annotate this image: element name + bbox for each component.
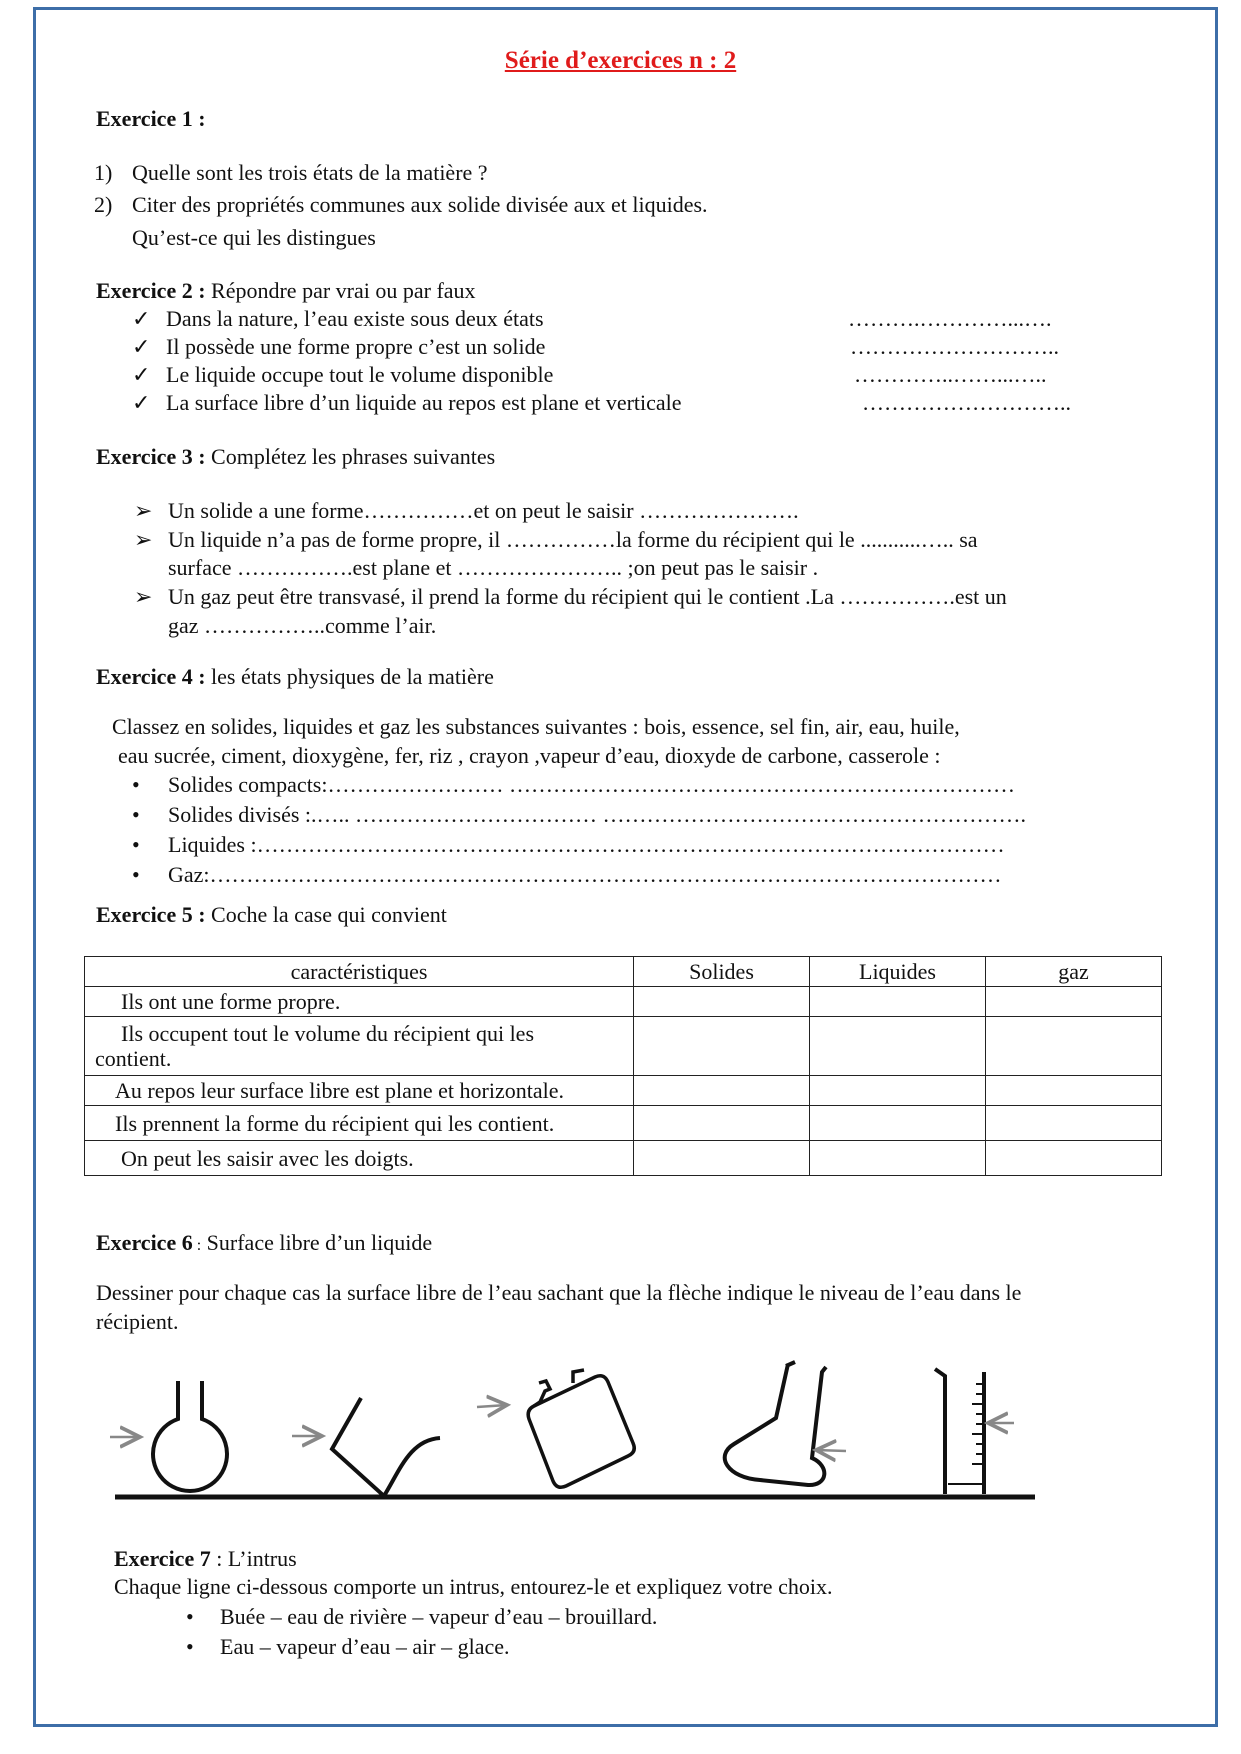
ex4-gaz: Gaz:……………………………………………………………………………………………… [168, 862, 1002, 887]
arrow-bullet-icon: ➢ [134, 584, 153, 609]
bullet-icon: • [186, 1604, 194, 1629]
ex3-line-2b: surface …………….est plane et ………………….. ;on peut pas le saisir . [168, 555, 819, 580]
page-title: Série d’exercices n : 2 [504, 47, 737, 74]
ex2-instruction: Répondre par vrai ou par faux [211, 278, 476, 303]
bullet-icon: • [132, 772, 140, 797]
table-header: gaz [986, 957, 1162, 987]
ex7-line-1: Buée – eau de rivière – vapeur d’eau – brouillard. [220, 1604, 658, 1629]
ex7-line-2: Eau – vapeur d’eau – air – glace. [220, 1634, 510, 1659]
ex2-item-2: Il possède une forme propre c’est un solide [166, 334, 546, 359]
round-flask [153, 1381, 227, 1491]
ex6-separator: : [192, 1237, 202, 1254]
row-text-line-2: contient. [95, 1046, 172, 1071]
ex1-q2b: Qu’est-ce qui les distingues [132, 225, 376, 250]
ex1-q2-number: 2) [94, 192, 113, 217]
ex4-liquides: Liquides :………………………………………………………………………………………… [168, 832, 1005, 857]
ex1-q1: Quelle sont les trois états de la matière ? [132, 160, 488, 185]
ex2-blank-1: ……….…………...…. [848, 306, 1052, 331]
table-cell-label: On peut les saisir avec les doigts. [85, 1141, 634, 1176]
ex1-q1-number: 1) [94, 160, 113, 185]
checkmark-icon: ✓ [132, 362, 151, 387]
ex7-heading: Exercice 7 [114, 1546, 211, 1571]
conical-flask [725, 1362, 826, 1485]
ex2-blank-4: ……………………….. [862, 390, 1071, 415]
table-header: Liquides [810, 957, 986, 987]
arrow-bullet-icon: ➢ [134, 498, 153, 523]
checkmark-icon: ✓ [132, 390, 151, 415]
ex3-line-1: Un solide a une forme……………et on peut le saisir …………………. [168, 498, 799, 523]
table-cell-label: Au repos leur surface libre est plane et horizontale. [85, 1076, 634, 1106]
ex4-paragraph-1: Classez en solides, liquides et gaz les substances suivantes : bois, essence, sel fin, air, eau, huile, [112, 714, 960, 739]
bullet-icon: • [132, 862, 140, 887]
table-cell-label: Ils prennent la forme du récipient qui les contient. [85, 1106, 634, 1141]
checkmark-icon: ✓ [132, 306, 151, 331]
arrow-bullet-icon: ➢ [134, 527, 153, 552]
ex2-blank-2: ……………………….. [850, 334, 1059, 359]
ex3-line-3a: Un gaz peut être transvasé, il prend la forme du récipient qui le contient .La …………….est un [168, 584, 1007, 609]
ex3-line-2a: Un liquide n’a pas de forme propre, il ……………la forme du récipient qui le ...........….. sa [168, 527, 978, 552]
level-arrow-icon [477, 1405, 507, 1407]
ex6-paragraph-2: récipient. [96, 1309, 179, 1334]
ex1-q2: Citer des propriétés communes aux solide divisée aux et liquides. [132, 192, 708, 217]
ex7-paragraph: Chaque ligne ci-dessous comporte un intrus, entourez-le et expliquez votre choix. [114, 1574, 833, 1599]
row-text-line-1: Ils occupent tout le volume du récipient qui les [121, 1021, 535, 1046]
level-arrow-icon [816, 1450, 846, 1451]
graduated-cylinder [935, 1369, 984, 1494]
ex5-heading: Exercice 5 : [96, 902, 206, 927]
ex3-heading: Exercice 3 : [96, 444, 206, 469]
ex6-paragraph-1: Dessiner pour chaque cas la surface libre de l’eau sachant que la flèche indique le niveau de l’eau dans le [96, 1280, 1022, 1305]
tilted-container [332, 1398, 440, 1496]
ex2-item-1: Dans la nature, l’eau existe sous deux états [166, 306, 544, 331]
table-header: Solides [634, 957, 810, 987]
ex3-instruction: Complétez les phrases suivantes [211, 444, 496, 469]
table-cell-label: Ils ont une forme propre. [85, 987, 634, 1017]
ex2-item-4: La surface libre d’un liquide au repos est plane et verticale [166, 390, 682, 415]
ex6-instruction: Surface libre d’un liquide [201, 1230, 433, 1255]
bullet-icon: • [132, 802, 140, 827]
tilted-bottle [528, 1370, 634, 1487]
ex5-instruction: Coche la case qui convient [211, 902, 447, 927]
checkmark-icon: ✓ [132, 334, 151, 359]
ex4-solides-compacts: Solides compacts:…………………… …………………………………………………………… [168, 772, 1015, 797]
ex2-blank-3: …………..……...….. [854, 362, 1047, 387]
table-header: caractéristiques [85, 957, 634, 987]
ex1-heading: Exercice 1 : [96, 106, 206, 131]
bullet-icon: • [132, 832, 140, 857]
ex4-paragraph-2: eau sucrée, ciment, dioxygène, fer, riz , crayon ,vapeur d’eau, dioxyde de carbone, casserole : [118, 743, 941, 768]
bullet-icon: • [186, 1634, 194, 1659]
ex4-solides-divises: Solides divisés :.….. …………………………… …………………………………………………. [168, 802, 1027, 827]
ex4-instruction: les états physiques de la matière [211, 664, 494, 689]
ex4-heading: Exercice 4 : [96, 664, 206, 689]
ex2-item-3: Le liquide occupe tout le volume disponible [166, 362, 554, 387]
ex6-heading: Exercice 6 [96, 1230, 193, 1255]
ex2-heading: Exercice 2 : [96, 278, 206, 303]
ex7-instruction: : L’intrus [210, 1546, 297, 1571]
ex3-line-3b: gaz ……………..comme l’air. [168, 613, 437, 638]
